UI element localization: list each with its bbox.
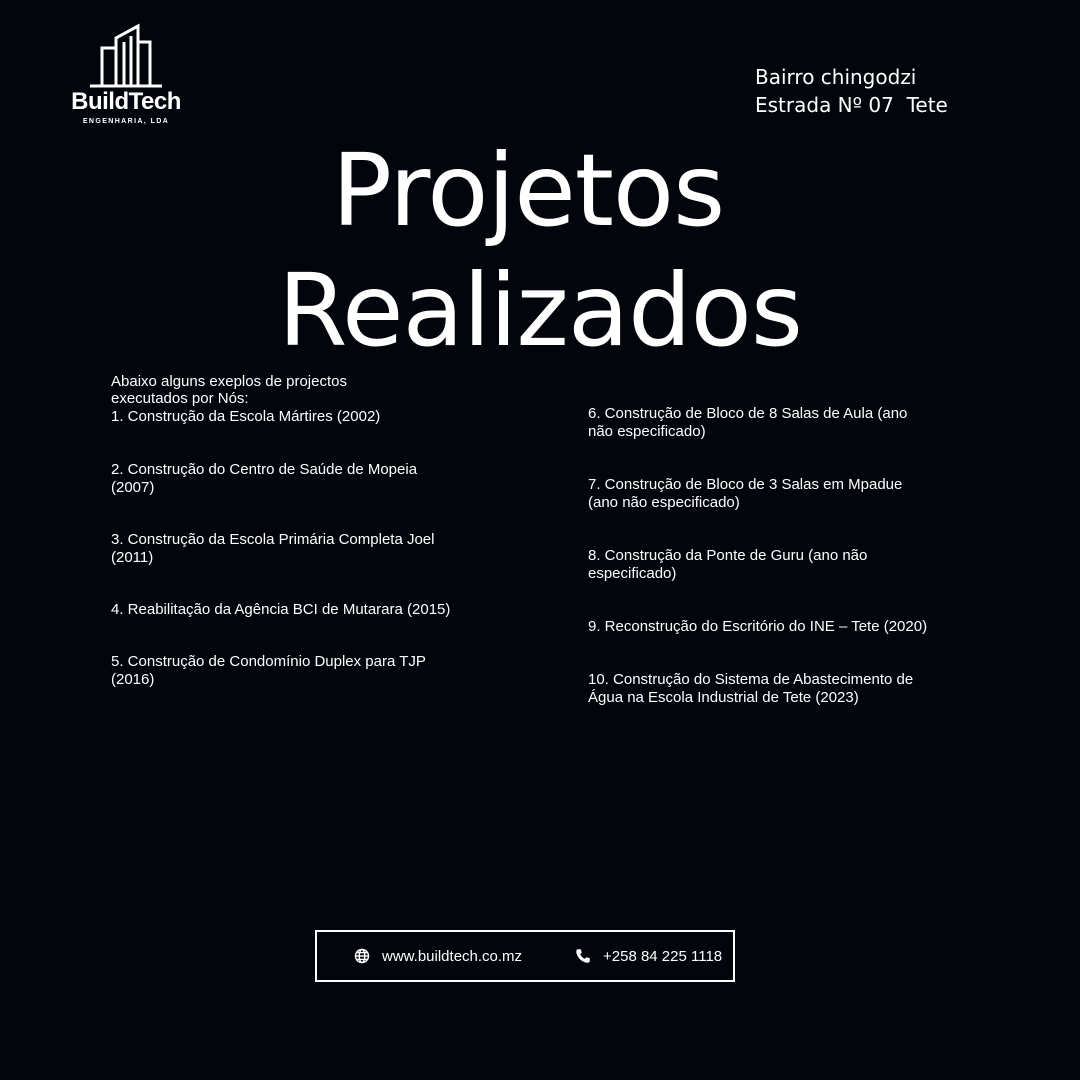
phone-text: +258 84 225 1118 bbox=[603, 947, 723, 965]
contact-bar bbox=[315, 930, 735, 982]
list-item: 9. Reconstrução do Escritório do INE – Tete (2020) bbox=[588, 618, 928, 635]
website-link[interactable] bbox=[354, 932, 522, 980]
intro-text bbox=[111, 373, 471, 407]
page-title-line-1: Projetos bbox=[331, 132, 725, 249]
building-icon bbox=[88, 22, 164, 88]
address bbox=[755, 63, 948, 119]
list-item: 3. Construção da Escola Primária Completa Joel (2011) bbox=[111, 531, 435, 566]
list-item: 6. Construção de Bloco de 8 Salas de Aula (ano não especificado) bbox=[588, 405, 908, 440]
globe-icon bbox=[354, 948, 370, 964]
brand-tagline: ENGENHARIA, LDA bbox=[82, 118, 170, 125]
address-line-2: Estrada Nº 07 Tete bbox=[755, 93, 948, 117]
list-item: 4. Reabilitação da Agência BCI de Mutarara (2015) bbox=[111, 601, 451, 618]
list-item: 7. Construção de Bloco de 3 Salas em Mpadue (ano não especificado) bbox=[588, 476, 903, 511]
list-item: 8. Construção da Ponte de Guru (ano não especificado) bbox=[588, 547, 868, 582]
brand-name: BuildTech bbox=[71, 88, 181, 115]
list-item: 1. Construção da Escola Mártires (2002) bbox=[111, 408, 381, 425]
address-line-1: Bairro chingodzi bbox=[755, 65, 917, 89]
intro-line-1: Abaixo alguns exeplos de projectos bbox=[111, 373, 347, 390]
list-item: 2. Construção do Centro de Saúde de Mopeia (2007) bbox=[111, 461, 418, 496]
phone-icon bbox=[575, 948, 591, 964]
page-title-line-2: Realizados bbox=[278, 252, 802, 369]
list-item: 5. Construção de Condomínio Duplex para TJP (2016) bbox=[111, 653, 426, 688]
brand-logo bbox=[66, 22, 186, 132]
website-text: www.buildtech.co.mz bbox=[382, 947, 523, 965]
projects-list-right bbox=[588, 405, 933, 742]
intro-line-2: executados por Nós: bbox=[111, 390, 249, 407]
list-item: 10. Construção do Sistema de Abastecimento de Água na Escola Industrial de Tete (2023) bbox=[588, 671, 914, 706]
projects-list-left bbox=[111, 408, 461, 723]
phone-link[interactable] bbox=[575, 932, 722, 980]
